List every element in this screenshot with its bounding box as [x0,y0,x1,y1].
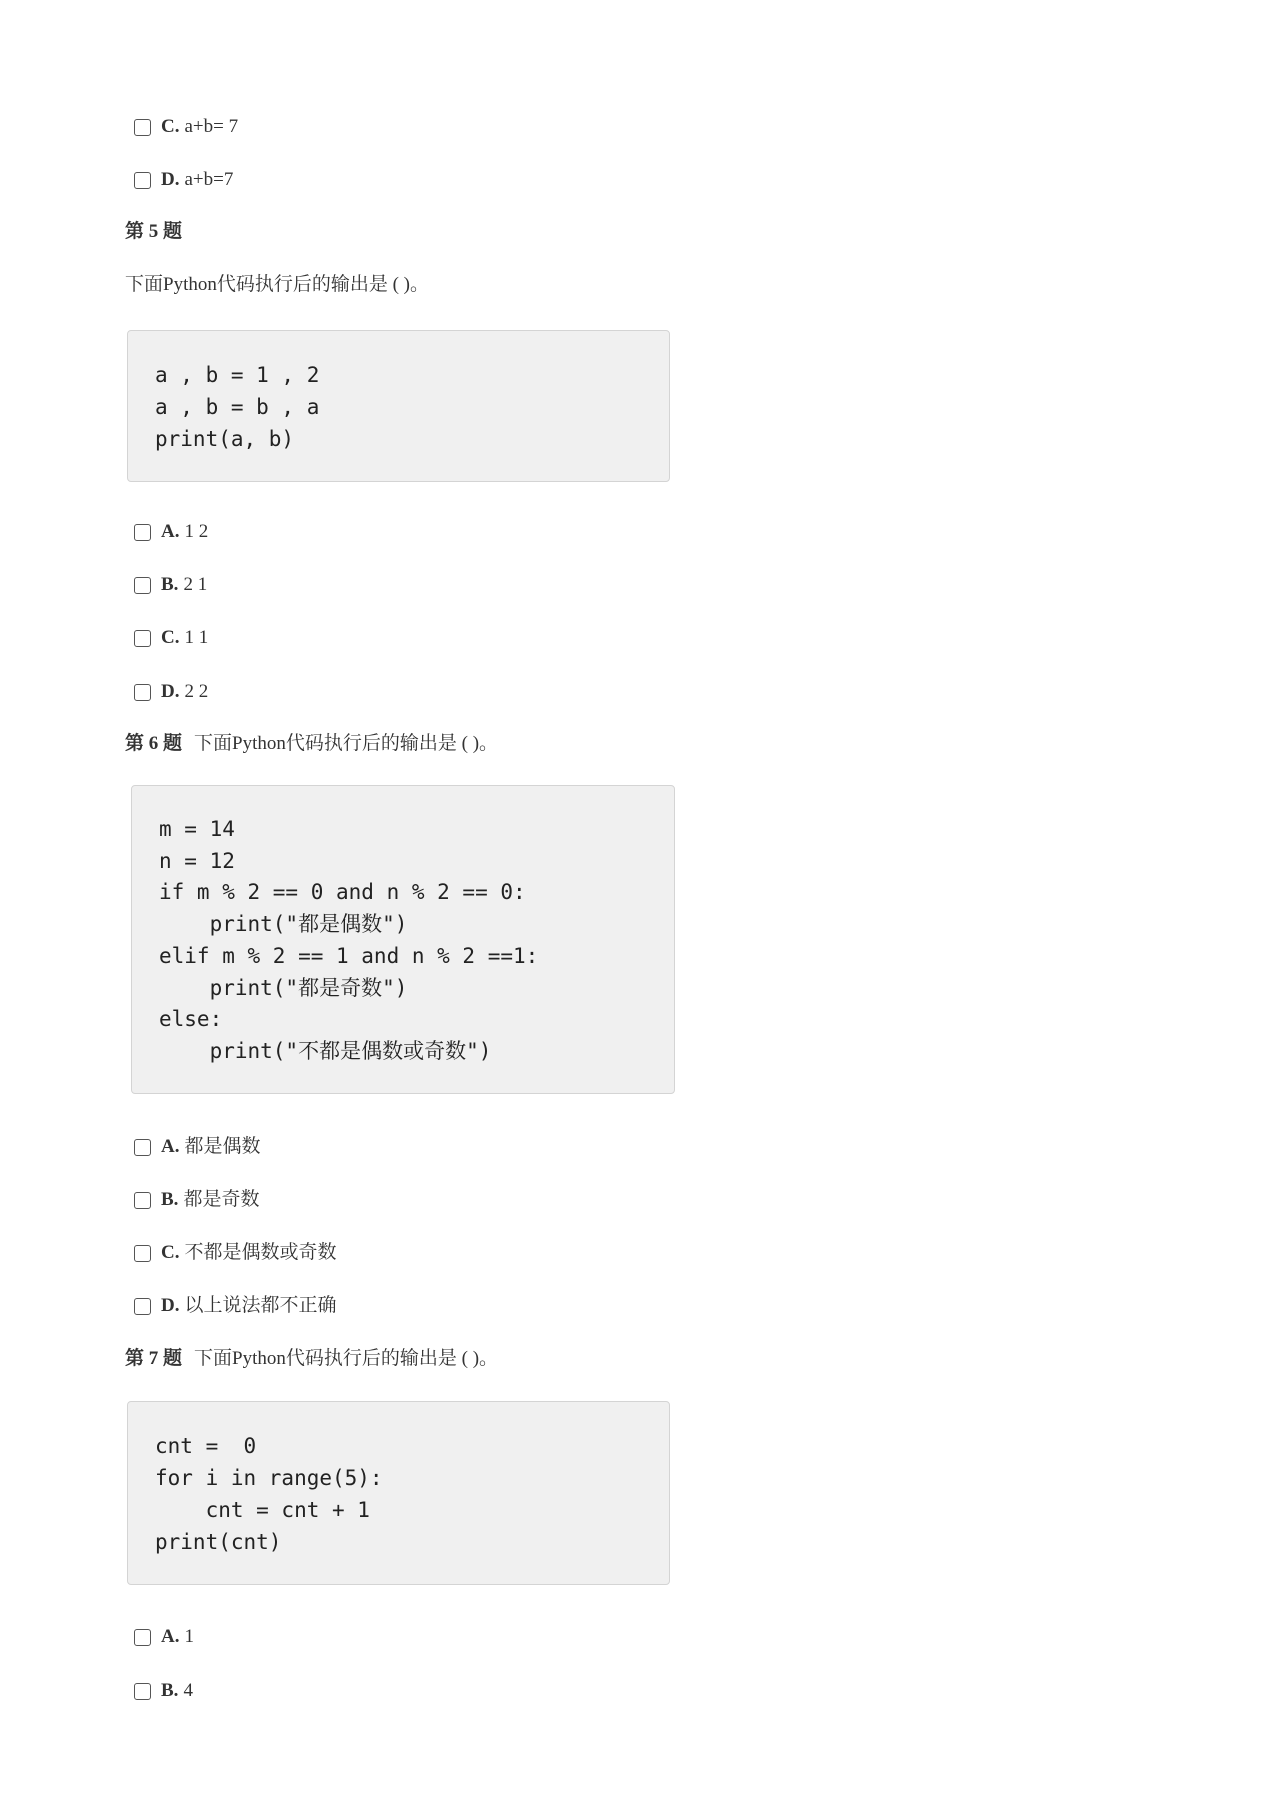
checkbox[interactable] [134,172,151,189]
option-letter: C. [161,116,180,137]
q5-code-block [127,330,670,482]
checkbox[interactable] [134,577,151,594]
option-letter: A. [161,521,180,542]
option-letter: D. [161,169,180,190]
q7-option-b[interactable] [134,1676,193,1706]
q6-option-d[interactable] [134,1291,337,1321]
option-text: 都是偶数 [184,1136,261,1157]
option-text: a+b=7 [184,169,234,190]
q5-option-b[interactable] [134,570,207,600]
option-text: 以上说法都不正确 [184,1295,337,1316]
q6-option-a[interactable] [134,1132,261,1162]
option-text: 2 2 [184,681,209,702]
option-letter: D. [161,1295,180,1316]
q6-option-c[interactable] [134,1238,337,1268]
option-letter: B. [161,574,179,595]
q6-heading [125,729,498,759]
option-text: 1 2 [184,521,209,542]
q6-option-b[interactable] [134,1185,259,1215]
q5-option-c[interactable] [134,623,208,653]
q4-option-d[interactable] [134,165,233,195]
option-text: 1 [184,1626,194,1647]
option-letter: B. [161,1680,179,1701]
option-letter: B. [161,1189,179,1210]
q5-option-a[interactable] [134,517,208,547]
q6-code-block [131,785,675,1094]
question-stem: 下面Python代码执行后的输出是 ( )。 [194,733,499,754]
q5-heading [125,217,182,247]
checkbox[interactable] [134,119,151,136]
option-letter: C. [161,1242,180,1263]
code-text: a , b = 1 , 2 a , b = b , a print(a, b) [155,363,320,451]
checkbox[interactable] [134,524,151,541]
checkbox[interactable] [134,1245,151,1262]
option-text: 不都是偶数或奇数 [184,1242,337,1263]
q4-option-c[interactable] [134,112,238,142]
question-stem: 下面Python代码执行后的输出是 ( )。 [194,1348,499,1369]
q5-stem: 下面Python代码执行后的输出是 ( )。 [125,274,430,295]
code-text: m = 14 n = 12 if m % 2 == 0 and n % 2 == 0: print("都是偶数") elif m % 2 == 1 and n % 2 ==1: print("都是奇数") else: print("不都是偶数或奇数") [159,817,539,1063]
question-number: 第 7 题 [125,1348,183,1369]
code-text: cnt = 0 for i in range(5): cnt = cnt + 1 print(cnt) [155,1434,383,1554]
option-letter: A. [161,1136,180,1157]
q7-code-block [127,1401,670,1585]
option-text: 4 [183,1680,193,1701]
option-letter: A. [161,1626,180,1647]
question-number: 第 6 题 [125,733,183,754]
question-number: 第 5 题 [125,221,183,242]
q7-option-a[interactable] [134,1622,194,1652]
option-text: 都是奇数 [183,1189,260,1210]
checkbox[interactable] [134,1139,151,1156]
q7-heading [125,1344,498,1374]
option-text: a+b= 7 [184,116,239,137]
checkbox[interactable] [134,630,151,647]
q5-option-d[interactable] [134,677,208,707]
option-text: 2 1 [183,574,208,595]
option-letter: C. [161,627,180,648]
option-letter: D. [161,681,180,702]
checkbox[interactable] [134,1192,151,1209]
checkbox[interactable] [134,1298,151,1315]
checkbox[interactable] [134,1683,151,1700]
option-text: 1 1 [184,627,209,648]
checkbox[interactable] [134,684,151,701]
checkbox[interactable] [134,1629,151,1646]
